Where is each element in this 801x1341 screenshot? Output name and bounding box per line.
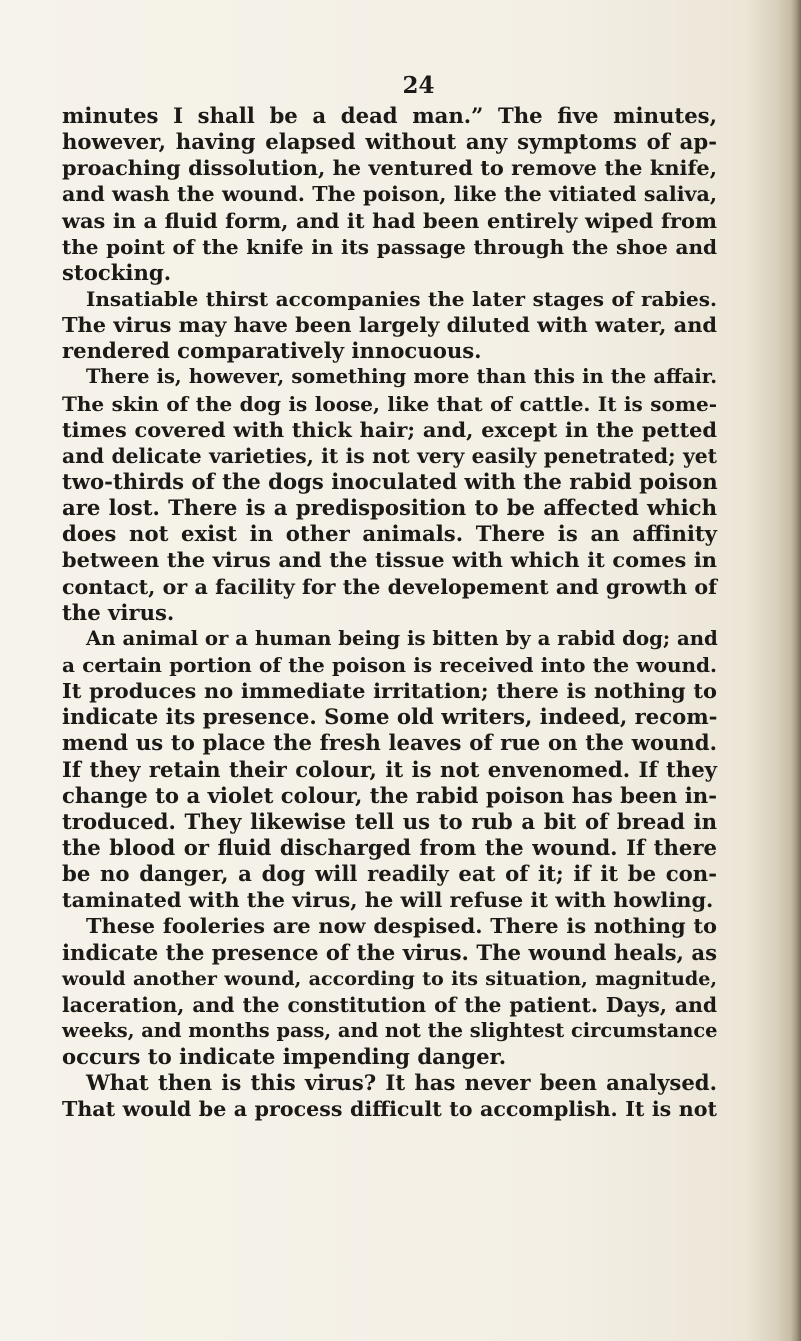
text-line: however, having elapsed without any symptoms of ap- [62, 129, 717, 155]
text-line: laceration, and the constitution of the patient. Days, and [62, 992, 717, 1017]
text-line: would another wound, according to its situation, magnitude, [62, 966, 717, 990]
text-line: change to a violet colour, the rabid poison has been in- [62, 782, 717, 808]
text-line: If they retain their colour, it is not envenomed. If they [62, 756, 717, 782]
text-line: weeks, and months pass, and not the slightest circumstance [62, 1018, 718, 1042]
text-line: was in a fluid form, and it had been entirely wiped from [62, 207, 717, 233]
text-line: a certain portion of the poison is received into the wound. [62, 652, 717, 677]
text-line: indicate its presence. Some old writers, indeed, recom- [62, 704, 718, 730]
text-line: the virus. [62, 599, 175, 625]
text-line: and wash the wound. The poison, like the vitiated saliva, [62, 182, 717, 207]
text-line: mend us to place the fresh leaves of rue on the wound. [62, 730, 717, 756]
text-line: minutes I shall be a dead man.” The five minutes, [62, 103, 717, 128]
text-line: does not exist in other animals. There is an affinity [62, 521, 717, 547]
text-line: be no danger, a dog will readily eat of it; if it be con- [62, 861, 717, 887]
text-line: These fooleries are now despised. There is nothing to [86, 913, 717, 939]
text-line: indicate the presence of the virus. The wound heals, as [62, 939, 717, 965]
text-line: and delicate varieties, it is not very easily penetrated; yet [62, 443, 717, 468]
text-line: between the virus and the tissue with which it comes in [62, 547, 717, 573]
text-line: The virus may have been largely diluted with water, and [62, 312, 717, 338]
text-line: the point of the knife in its passage through the shoe and [62, 234, 717, 259]
text-line: taminated with the virus, he will refuse it with howling. [62, 887, 714, 913]
text-line: the blood or fluid discharged from the wound. If there [62, 834, 717, 860]
text-line: Insatiable thirst accompanies the later stages of rabies. [86, 286, 717, 311]
text-line: occurs to indicate impending danger. [62, 1044, 507, 1070]
body-text [62, 103, 717, 1122]
text-line: That would be a process difficult to accomplish. It is not [62, 1097, 717, 1122]
text-line: What then is this virus? It has never been analysed. [86, 1070, 717, 1096]
text-line: two-thirds of the dogs inoculated with the rabid poison [62, 468, 718, 494]
text-line: times covered with thick hair; and, except in the petted [62, 416, 717, 442]
text-line: are lost. There is a predisposition to be affected which [62, 495, 717, 521]
text-line: It produces no immediate irritation; there is nothing to [62, 678, 717, 704]
text-line: stocking. [62, 259, 172, 285]
text-line: troduced. They likewise tell us to rub a bit of bread in [62, 808, 717, 834]
text-line: rendered comparatively innocuous. [62, 338, 482, 364]
page-number: 24 [402, 72, 435, 99]
text-line: An animal or a human being is bitten by a rabid dog; and [86, 626, 718, 650]
text-line: proaching dissolution, he ventured to remove the knife, [62, 155, 717, 181]
text-line: The skin of the dog is loose, like that of cattle. It is some- [62, 391, 717, 416]
text-line: There is, however, something more than this in the affair. [86, 365, 717, 389]
text-line: contact, or a facility for the developement and growth of [62, 574, 717, 599]
page-edge-shadow [791, 0, 801, 1341]
